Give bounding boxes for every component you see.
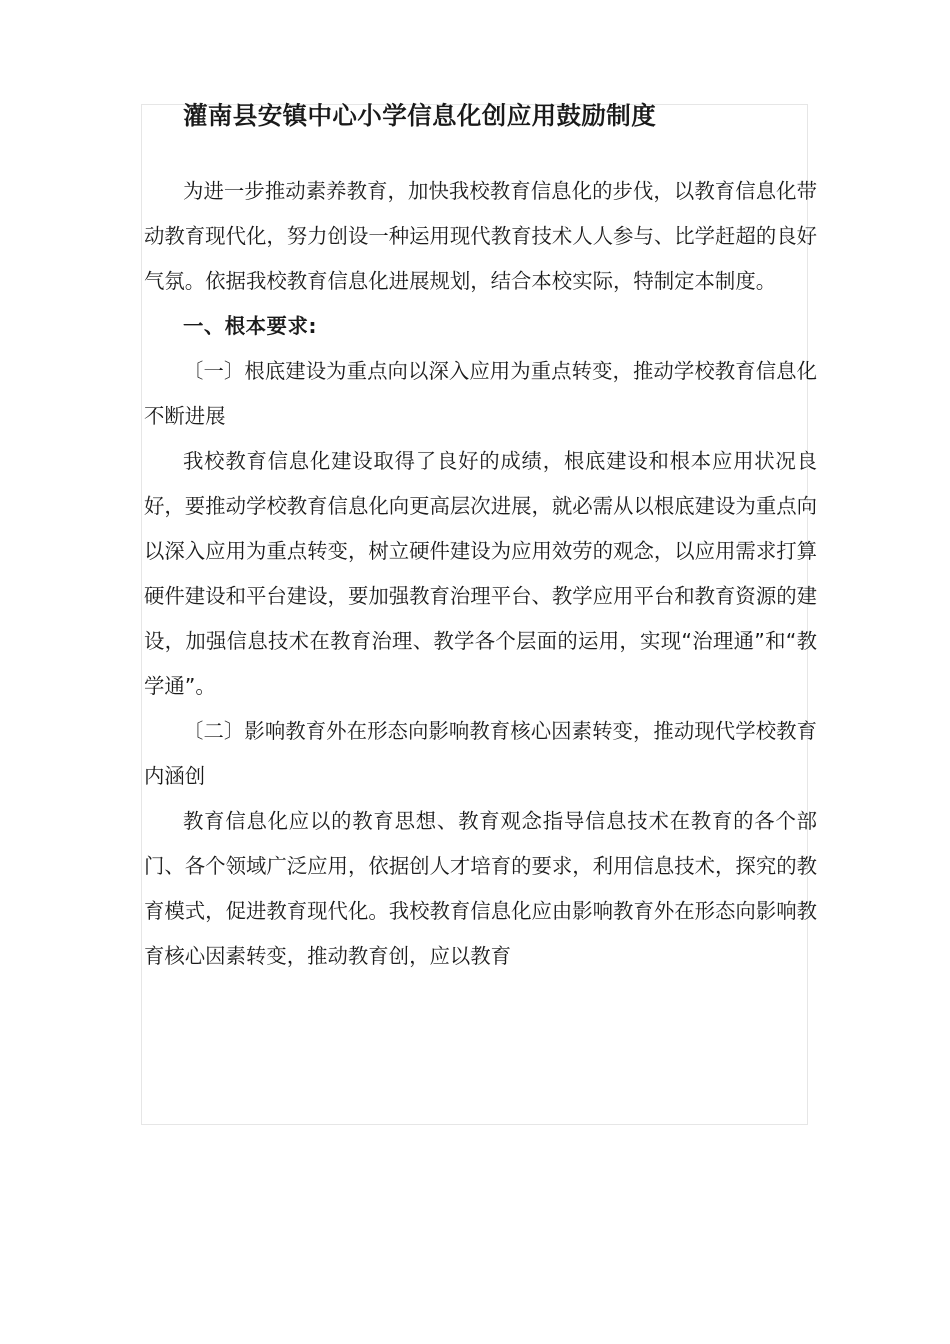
document-title: 灌南县安镇中心小学信息化创应用鼓励制度 — [183, 101, 657, 130]
item-2-body: 教育信息化应以的教育思想、教育观念指导信息技术在教育的各个部门、各个领域广泛应用，依据创人才培育的要求，利用信息技术，探究的教育模式，促进教育现代化。我校教育信息化应由影响教育外在形态向影响教育核心因素转变，推动教育创，应以教育 — [144, 809, 817, 968]
item-1-body: 我校教育信息化建设取得了良好的成绩，根底建设和根本应用状况良好，要推动学校教育信息化向更高层次进展，就必需从以根底建设为重点向以深入应用为重点转变，树立硬件建设为应用效劳的观念，以应用需求打算硬件建设和平台建设，要加强教育治理平台、教学应用平台和教育资源的建设，加强信息技术在教育治理、教学各个层面的运用，实现“治理通”和“教学通”。 — [144, 449, 817, 698]
item-1-heading: 〔一〕根底建设为重点向以深入应用为重点转变，推动学校教育信息化不断进展 — [144, 359, 817, 428]
intro-paragraph: 为进一步推动素养教育，加快我校教育信息化的步伐，以教育信息化带动教育现代化，努力创设一种运用现代教育技术人人参与、比学赶超的良好气氛。依据我校教育信息化进展规划，结合本校实际，特制定本制度。 — [144, 179, 817, 293]
section-heading: 一、根本要求: — [183, 314, 317, 338]
document-body — [144, 169, 817, 979]
item-2-heading: 〔二〕影响教育外在形态向影响教育核心因素转变，推动现代学校教育内涵创 — [144, 719, 817, 788]
